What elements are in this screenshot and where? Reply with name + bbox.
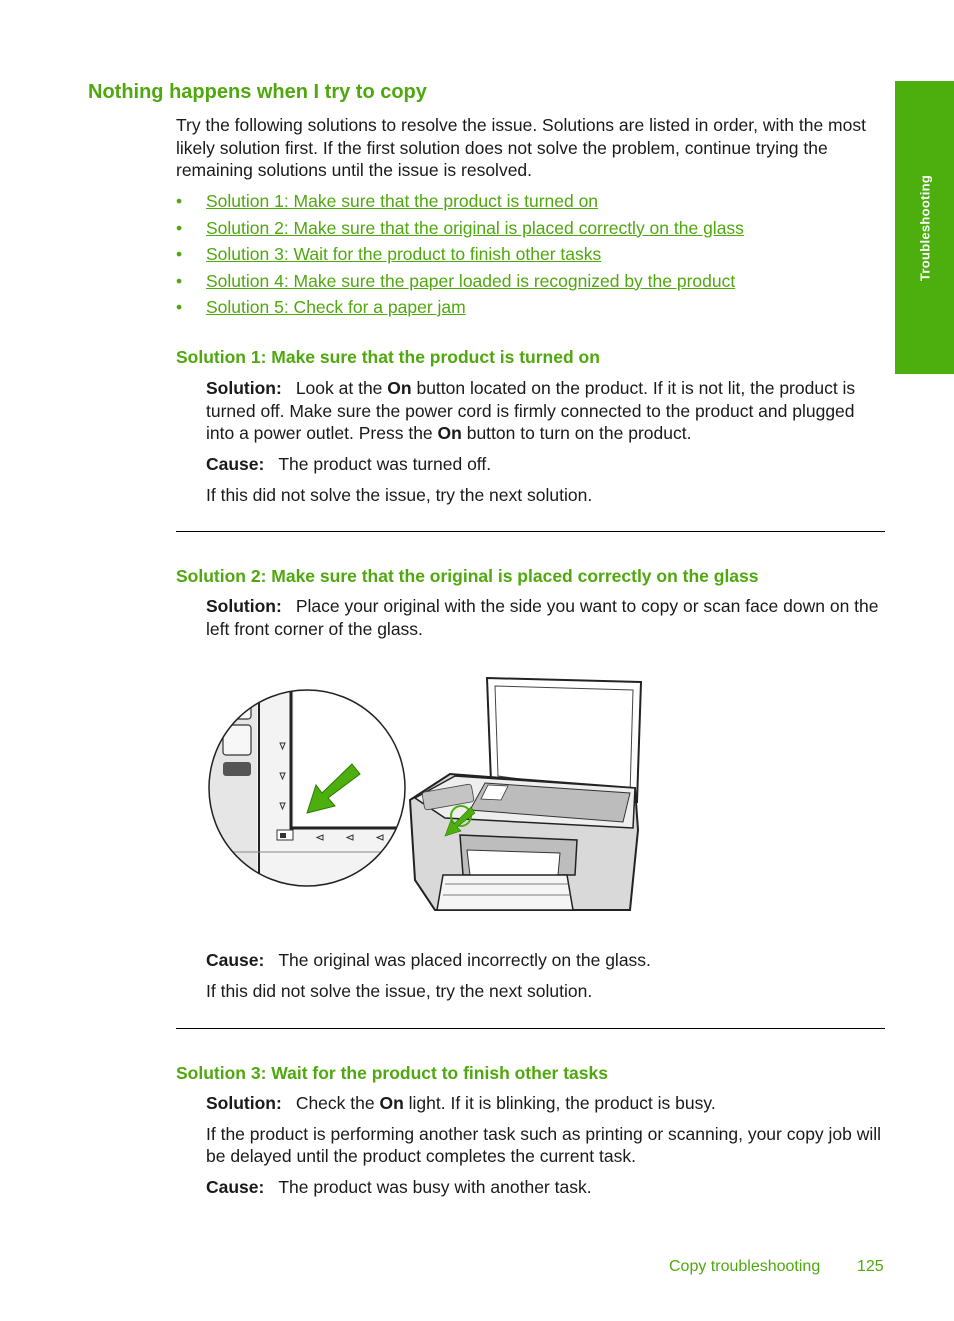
on-button-name: On <box>437 423 462 444</box>
list-item <box>176 189 876 216</box>
solution-2-body <box>206 595 886 640</box>
solution-label: Solution: <box>206 1093 282 1113</box>
text-run: button located on the product. If it is not lit, the product is turned off. Make sure the power cord is firmly connected to the product and plugged into a power outlet. Press the <box>206 378 856 444</box>
solution-2-text <box>206 595 886 640</box>
side-tab-label: Troubleshooting <box>917 174 932 281</box>
on-light-name: On <box>379 1093 404 1113</box>
intro-paragraph: Try the following solutions to resolve the issue. Solutions are listed in order, with the most likely solution first. If the first solution does not solve the problem, continue trying the remaining solutions until the issue is resolved. <box>176 115 866 181</box>
list-item <box>176 269 876 296</box>
solution-1-next: If this did not solve the issue, try the next solution. <box>206 484 593 505</box>
solution-5-link[interactable]: Solution 5: Check for a paper jam <box>206 297 466 317</box>
solution-1-heading: Solution 1: Make sure that the product is turned on <box>176 347 600 367</box>
solution-1-body <box>206 377 886 507</box>
text-run: Place your original with the side you want to copy or scan face down on the left front corner of the glass. <box>206 596 879 639</box>
printer-glass-illustration <box>205 670 645 922</box>
solution-label: Solution: <box>206 596 282 616</box>
list-item <box>176 295 876 322</box>
solution-1-text <box>206 377 886 445</box>
solution-3-heading: Solution 3: Wait for the product to finish other tasks <box>176 1063 608 1083</box>
on-button-name: On <box>387 378 412 398</box>
solution-2-footer <box>206 949 886 1002</box>
section-side-tab <box>895 81 954 374</box>
text-run: light. If it is blinking, the product is busy. <box>403 1093 716 1113</box>
cause-text: The product was turned off. <box>278 454 492 475</box>
page-number: 125 <box>857 1258 884 1275</box>
solution-3-link[interactable]: Solution 3: Wait for the product to finish other tasks <box>206 244 602 264</box>
text-run: Check the <box>295 1093 380 1113</box>
solution-3-text <box>206 1092 886 1115</box>
solution-link-list <box>176 189 876 322</box>
cause-text: The product was busy with another task. <box>278 1177 592 1198</box>
divider <box>176 531 885 532</box>
cause-label: Cause: <box>206 454 265 475</box>
list-item <box>176 242 876 269</box>
page-heading: Nothing happens when I try to copy <box>88 81 427 103</box>
printer-drawing <box>410 678 641 910</box>
list-item <box>176 216 876 243</box>
cause-label: Cause: <box>206 1177 265 1198</box>
text-run: Look at the <box>295 378 388 398</box>
bullet: • <box>176 270 183 291</box>
bullet: • <box>176 217 183 238</box>
bullet: • <box>176 297 183 317</box>
solution-2-next: If this did not solve the issue, try the next solution. <box>206 980 593 1001</box>
cause-text: The original was placed incorrectly on the glass. <box>278 950 651 970</box>
footer-section-label: Copy troubleshooting <box>669 1258 821 1275</box>
solution-2-link[interactable]: Solution 2: Make sure that the original is placed correctly on the glass <box>206 217 744 238</box>
solution-1-cause <box>206 453 886 476</box>
bullet: • <box>176 191 183 211</box>
solution-1-link[interactable]: Solution 1: Make sure that the product is turned on <box>206 191 599 211</box>
solution-3-paragraph: If the product is performing another task such as printing or scanning, your copy job will be delayed until the product completes the current task. <box>206 1123 882 1167</box>
solution-3-body <box>206 1092 886 1199</box>
solution-2-cause <box>206 949 886 972</box>
divider <box>176 1028 885 1029</box>
solution-4-link[interactable]: Solution 4: Make sure the paper loaded is recognized by the product <box>206 270 736 291</box>
bullet: • <box>176 244 183 264</box>
solution-2-heading: Solution 2: Make sure that the original is placed correctly on the glass <box>176 566 759 586</box>
zoomed-corner-detail <box>205 670 419 910</box>
solution-3-cause <box>206 1176 886 1199</box>
text-run: button to turn on the product. <box>461 423 692 444</box>
solution-label: Solution: <box>206 378 282 398</box>
cause-label: Cause: <box>206 950 265 970</box>
